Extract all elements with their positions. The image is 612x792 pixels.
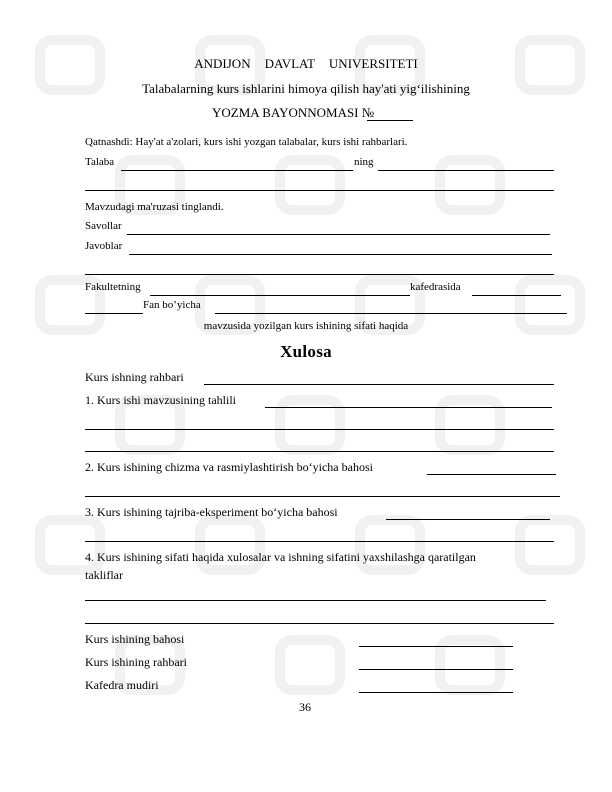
conclusion-heading: Xulosa <box>280 342 332 361</box>
protocol-number-field[interactable] <box>367 120 413 121</box>
grade-signature-field[interactable] <box>359 646 513 647</box>
blank-line[interactable] <box>85 429 554 430</box>
supervisor-field[interactable] <box>204 384 554 385</box>
ning-label: ning <box>354 156 374 168</box>
topic-quality-line: mavzusida yozilgan kurs ishining sifati haqida <box>203 320 409 332</box>
blank-line[interactable] <box>85 496 560 497</box>
lecture-heard-text: Mavzudagi ma'ruzasi tinglandi. <box>85 201 224 213</box>
page-number: 36 <box>299 700 311 714</box>
department-field[interactable] <box>472 295 561 296</box>
item-1-label: 1. Kurs ishi mavzusining tahlili <box>85 393 236 407</box>
document-title: YOZMA BAYONNOMASI № <box>212 105 375 120</box>
blank-line[interactable] <box>85 600 546 601</box>
subject-field[interactable] <box>215 313 567 314</box>
blank-line[interactable] <box>85 541 554 542</box>
student-label: Talaba <box>85 156 115 168</box>
head-signature-label: Kafedra mudiri <box>85 678 159 692</box>
blank-line[interactable] <box>85 451 554 452</box>
university-word-1: ANDIJON <box>194 56 251 71</box>
student-topic-field[interactable] <box>378 170 554 171</box>
grade-signature-label: Kurs ishining bahosi <box>85 632 185 646</box>
blank-line[interactable] <box>85 274 554 275</box>
blank-line[interactable] <box>85 313 143 314</box>
meeting-subtitle: Talabalarning kurs ishlarini himoya qilish hay'ati yig‘ilishining <box>142 81 470 96</box>
student-name-field[interactable] <box>121 170 353 171</box>
blank-line[interactable] <box>85 623 554 624</box>
supervisor-signature-label: Kurs ishining rahbari <box>85 655 187 669</box>
item-2-field[interactable] <box>427 474 556 475</box>
university-word-3: UNIVERSITETI <box>328 56 418 71</box>
university-word-2: DAVLAT <box>264 56 315 71</box>
item-4-label: 4. Kurs ishining sifati haqida xulosalar va ishning sifatini yaxshilashga qaratilgan <box>85 550 476 564</box>
item-2-label: 2. Kurs ishining chizma va rasmiylashtirish bo‘yicha bahosi <box>85 460 373 474</box>
answers-field[interactable] <box>129 254 552 255</box>
answers-label: Javoblar <box>85 240 123 252</box>
supervisor-signature-field[interactable] <box>359 669 513 670</box>
blank-line[interactable] <box>85 190 554 191</box>
university-title <box>0 56 612 72</box>
item-4-label-cont: takliflar <box>85 568 123 582</box>
subject-label: Fan bo’yicha <box>143 299 201 311</box>
head-signature-field[interactable] <box>359 692 513 693</box>
item-3-label: 3. Kurs ishining tajriba-eksperiment bo‘yicha bahosi <box>85 505 338 519</box>
item-1-field[interactable] <box>265 407 552 408</box>
faculty-field[interactable] <box>150 295 410 296</box>
faculty-label: Fakultetning <box>85 281 141 293</box>
questions-field[interactable] <box>127 234 550 235</box>
questions-label: Savollar <box>85 220 122 232</box>
participants-line: Qatnashdi: Hay'at a'zolari, kurs ishi yozgan talabalar, kurs ishi rahbarlari. <box>85 136 408 148</box>
department-label: kafedrasida <box>410 281 461 293</box>
supervisor-label: Kurs ishning rahbari <box>85 370 184 384</box>
item-3-field[interactable] <box>386 519 550 520</box>
